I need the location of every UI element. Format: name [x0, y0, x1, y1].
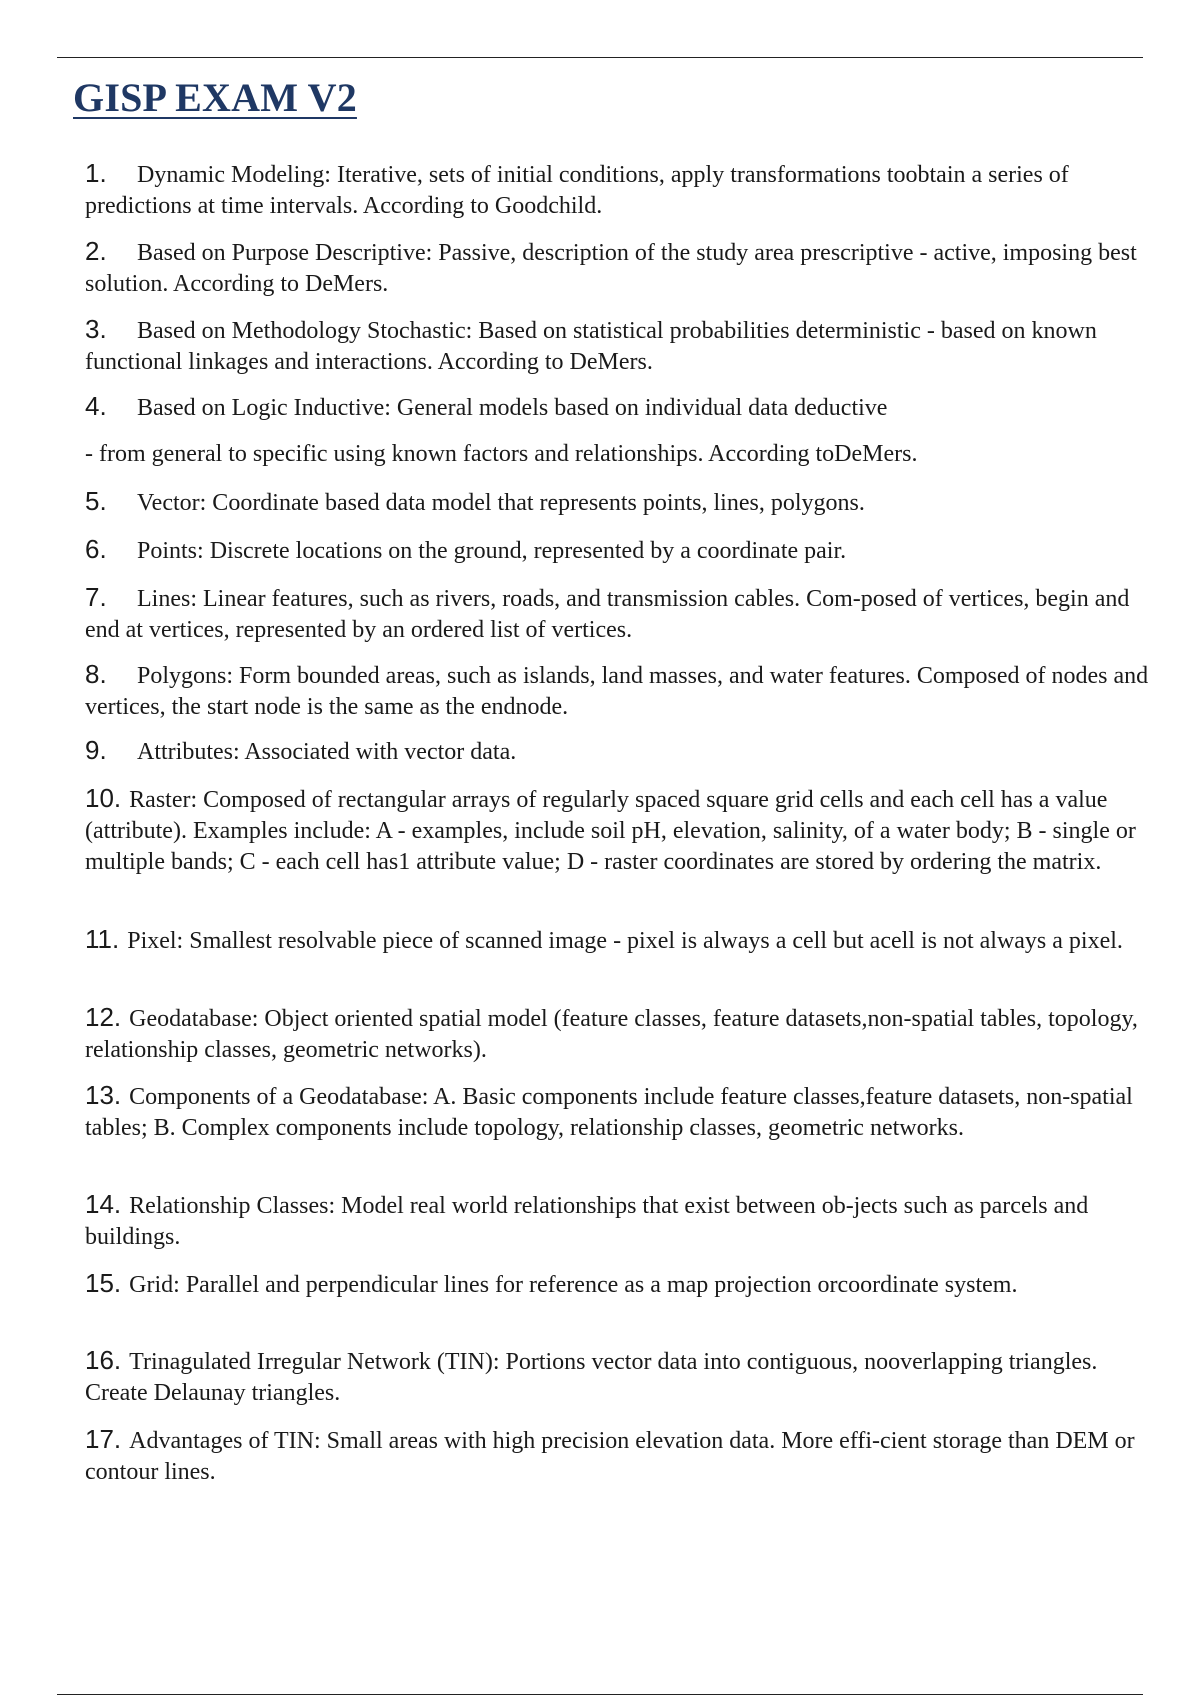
item-number: 3.: [85, 314, 107, 344]
item-text: Based on Logic Inductive: General models based on individual data deductive: [137, 395, 888, 421]
item-text: Based on Purpose Descriptive: Passive, description of the study area prescriptive - active, imposing best solution. According to DeMers.: [85, 240, 1137, 297]
list-item-4: [85, 391, 1150, 424]
list-item-4-continued: [85, 439, 1150, 470]
item-text: Advantages of TIN: Small areas with high precision elevation data. More effi-cient storage than DEM or contour lines.: [85, 1428, 1135, 1485]
list-item-7: [85, 582, 1150, 646]
list-item-10: [85, 783, 1150, 878]
list-item-13: [85, 1080, 1150, 1144]
item-text: Dynamic Modeling: Iterative, sets of initial conditions, apply transformations toobtain a series of predictions at time intervals. According to Goodchild.: [85, 162, 1069, 219]
bottom-rule: [57, 1694, 1143, 1695]
item-text: Based on Methodology Stochastic: Based on statistical probabilities deterministic - based on known functional linkages and interactions. According to DeMers.: [85, 318, 1097, 375]
item-number: 15.: [85, 1268, 122, 1298]
item-text: - from general to specific using known factors and relationships. According toDeMers.: [85, 441, 918, 467]
item-number: 6.: [85, 534, 107, 564]
item-text: Trinagulated Irregular Network (TIN): Portions vector data into contiguous, nooverlapping triangles. Create Delaunay triangles.: [85, 1349, 1098, 1406]
item-number: 13.: [85, 1080, 122, 1110]
item-text: Raster: Composed of rectangular arrays of regularly spaced square grid cells and each cell has a value (attribute). Examples include: A - examples, include soil pH, elevation, salinity, of a water body; B - single or multiple bands; C - each cell has1 attribute value; D - raster coordinates are stored by ordering the matrix.: [85, 787, 1136, 875]
item-text: Points: Discrete locations on the ground, represented by a coordinate pair.: [137, 538, 847, 564]
item-number: 16.: [85, 1345, 122, 1375]
item-number: 9.: [85, 735, 107, 765]
list-item-12: [85, 1002, 1150, 1066]
item-text: Geodatabase: Object oriented spatial model (feature classes, feature datasets,non-spatial tables, topology, relationship classes, geometric networks).: [85, 1006, 1138, 1063]
item-text: Components of a Geodatabase: A. Basic components include feature classes,feature datasets, non-spatial tables; B. Complex components include topology, relationship classes, geometric networks.: [85, 1084, 1133, 1141]
document-title: GISP EXAM V2: [73, 75, 357, 120]
list-item-9: [85, 735, 1150, 768]
item-number: 4.: [85, 391, 107, 421]
list-item-6: [85, 534, 1150, 567]
item-number: 10.: [85, 783, 122, 813]
top-rule: [57, 57, 1143, 58]
list-item-5: [85, 486, 1150, 519]
item-number: 12.: [85, 1002, 122, 1032]
item-number: 17.: [85, 1424, 122, 1454]
item-number: 7.: [85, 582, 107, 612]
item-text: Lines: Linear features, such as rivers, roads, and transmission cables. Com-posed of vertices, begin and end at vertices, represented by an ordered list of vertices.: [85, 586, 1130, 643]
item-number: 11.: [85, 924, 120, 954]
list-item-2: [85, 236, 1150, 300]
list-item-16: [85, 1345, 1150, 1409]
item-number: 5.: [85, 486, 107, 516]
item-text: Grid: Parallel and perpendicular lines for reference as a map projection orcoordinate system.: [129, 1272, 1018, 1298]
item-text: Relationship Classes: Model real world relationships that exist between ob-jects such as parcels and buildings.: [85, 1193, 1089, 1250]
item-text: Polygons: Form bounded areas, such as islands, land masses, and water features. Composed of nodes and vertices, the start node is the same as the endnode.: [85, 663, 1149, 720]
item-number: 8.: [85, 659, 107, 689]
list-item-1: [85, 158, 1150, 222]
item-number: 1.: [85, 158, 107, 188]
list-item-11: [85, 924, 1150, 957]
item-number: 14.: [85, 1189, 122, 1219]
list-item-17: [85, 1424, 1150, 1488]
list-item-15: [85, 1268, 1150, 1301]
list-item-8: [85, 659, 1150, 723]
item-text: Pixel: Smallest resolvable piece of scanned image - pixel is always a cell but acell is not always a pixel.: [127, 928, 1123, 954]
item-text: Attributes: Associated with vector data.: [137, 739, 517, 765]
item-text: Vector: Coordinate based data model that represents points, lines, polygons.: [137, 490, 865, 516]
list-item-3: [85, 314, 1150, 378]
list-item-14: [85, 1189, 1150, 1253]
item-number: 2.: [85, 236, 107, 266]
